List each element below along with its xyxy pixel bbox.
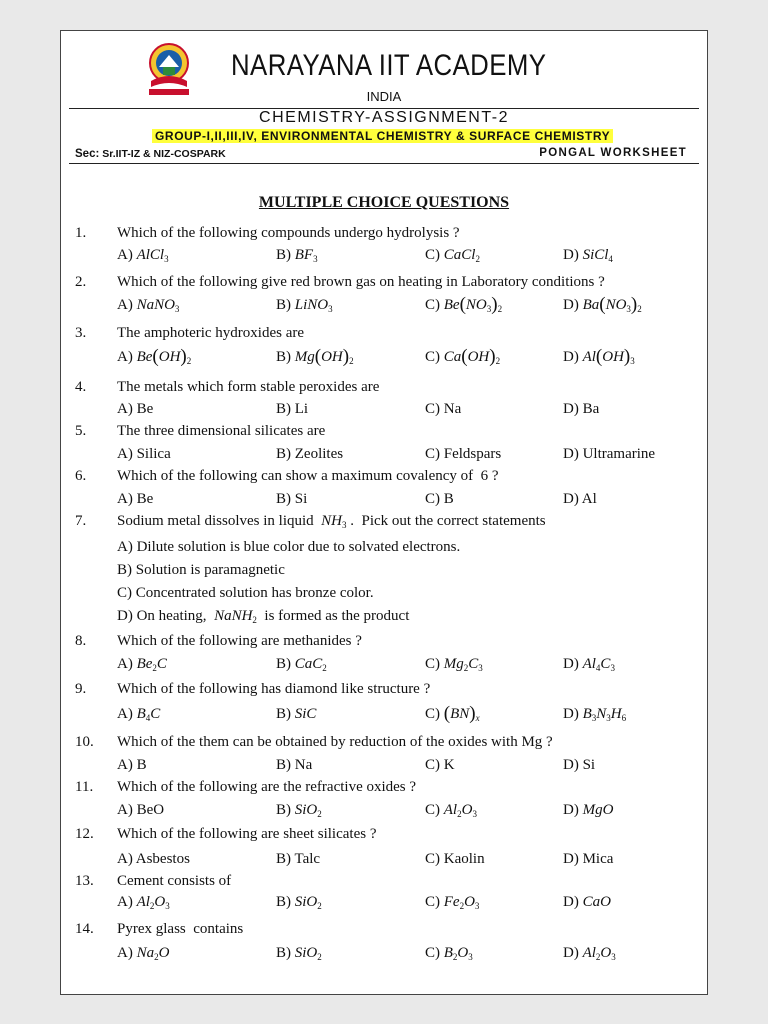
answer-option: A) Asbestos [117, 851, 190, 867]
answer-option: D) Ultramarine [563, 446, 656, 462]
answer-option: B) Talc [276, 851, 321, 867]
answer-option: B) SiO$_2$ [276, 802, 322, 819]
answer-option: C) $B_2O_3$ [425, 945, 473, 962]
question-text: Which of the following compounds undergo hydrolysis ? [117, 225, 460, 241]
sec-label: Sec: [75, 148, 100, 160]
question-text: The three dimensional silicates are [117, 423, 326, 439]
answer-option: B) $Mg(OH)_2$ [276, 346, 354, 367]
answer-option: D) Al [563, 491, 597, 507]
answer-option: C) CaCl$_2$ [425, 247, 480, 264]
statement-option: A) Dilute solution is blue color due to solvated electrons. [117, 539, 461, 555]
country-label: INDIA [366, 89, 402, 104]
answer-option: C) Feldspars [425, 446, 502, 462]
statement-option: B) Solution is paramagnetic [117, 562, 285, 578]
answer-option: B) SiO$_2$ [276, 945, 322, 962]
question-text: Which of the following are the refractive oxides ? [117, 779, 417, 795]
answer-option: A) BeO [117, 802, 165, 818]
answer-option: B) CaC$_2$ [276, 656, 327, 673]
answer-option: D) $Al_2O_3$ [563, 945, 616, 962]
answer-option: C) $Al_2O_3$ [425, 802, 477, 819]
question-number: 3. [75, 325, 87, 341]
answer-option: B) Li [276, 401, 309, 417]
question-number: 9. [75, 681, 87, 697]
question-number: 6. [75, 468, 87, 484]
answer-option: B) Na [276, 757, 313, 773]
answer-option: B) SiO$_2$ [276, 894, 322, 911]
question-text: Pyrex glass contains [117, 921, 244, 937]
statement-option: C) Concentrated solution has bronze color. [117, 585, 374, 601]
question-number: 4. [75, 379, 87, 395]
worksheet-page [60, 30, 708, 995]
answer-option: A) $Be(OH)_2$ [117, 346, 192, 367]
question-text: Which of the them can be obtained by reduction of the oxides with Mg ? [117, 734, 553, 750]
question-text: The amphoteric hydroxides are [117, 325, 305, 341]
question-number: 1. [75, 225, 87, 241]
answer-option: D) $Al_4C_3$ [563, 656, 615, 673]
answer-option: A) B [117, 757, 147, 773]
question-text: Cement consists of [117, 873, 232, 889]
answer-option: D) $B_3N_3H_6$ [563, 706, 627, 723]
section-title: MULTIPLE CHOICE QUESTIONS [258, 194, 510, 211]
question-number: 8. [75, 633, 87, 649]
answer-option: C) Na [425, 401, 462, 417]
question-number: 5. [75, 423, 87, 439]
question-text: Sodium metal dissolves in liquid $NH_3$ . Pick out the correct statements [117, 513, 546, 530]
answer-option: C) $Fe_2O_3$ [425, 894, 480, 911]
question-number: 10. [75, 734, 94, 750]
answer-option: B) LiNO$_3$ [276, 297, 333, 314]
worksheet-label: PONGAL WORKSHEET [539, 147, 687, 159]
answer-option: B) $BF_3$ [276, 247, 318, 264]
question-text: The metals which form stable peroxides are [117, 379, 380, 395]
question-text: Which of the following give red brown gas on heating in Laboratory conditions ? [117, 274, 605, 290]
answer-option: D) Ba [563, 401, 600, 417]
answer-option: A) $Be_2C$ [117, 656, 167, 673]
answer-option: C) $Ca(OH)_2$ [425, 346, 501, 367]
answer-option: D) MgO [563, 802, 614, 818]
answer-option: C) K [425, 757, 455, 773]
answer-option: C) $Mg_2C_3$ [425, 656, 483, 673]
question-text: Which of the following are sheet silicates ? [117, 826, 377, 842]
answer-option: B) Si [276, 491, 308, 507]
sec-value: Sr.IIT-IZ & NIZ-COSPARK [99, 148, 226, 160]
section-info [75, 148, 226, 160]
answer-option: A) $Na_2O$ [117, 945, 170, 962]
answer-option: D) $Ba(NO_3)_2$ [563, 294, 642, 315]
answer-option: A) Be [117, 491, 154, 507]
answer-option: A) Be [117, 401, 154, 417]
answer-option: D) $Al(OH)_3$ [563, 346, 635, 367]
question-number: 11. [75, 779, 94, 795]
question-number: 12. [75, 826, 94, 842]
question-text: Which of the following has diamond like structure ? [117, 681, 431, 697]
header-rule-bottom [69, 163, 699, 164]
answer-option: D) Si [563, 757, 596, 773]
answer-option: A) $Al_2O_3$ [117, 894, 170, 911]
group-highlight: GROUP-I,II,III,IV, ENVIRONMENTAL CHEMISTRY & SURFACE CHEMISTRY [152, 129, 613, 143]
answer-option: D) CaO [563, 894, 611, 910]
answer-option: D) SiCl$_4$ [563, 247, 613, 264]
answer-option: B) SiC [276, 706, 317, 722]
question-text: Which of the following are methanides ? [117, 633, 362, 649]
answer-option: B) Zeolites [276, 446, 344, 462]
answer-option: C) $Be(NO_3)_2$ [425, 294, 503, 315]
answer-option: A) $B_4C$ [117, 706, 161, 723]
answer-option: A) AlCl$_3$ [117, 247, 169, 264]
question-number: 14. [75, 921, 94, 937]
answer-option: C) B [425, 491, 454, 507]
question-text: Which of the following can show a maximum covalency of 6 ? [117, 468, 499, 484]
question-number: 13. [75, 873, 94, 889]
question-number: 7. [75, 513, 87, 529]
academy-name: NARAYANA IIT ACADEMY [231, 49, 547, 82]
answer-option: D) Mica [563, 851, 614, 867]
assignment-title: CHEMISTRY-ASSIGNMENT-2 [259, 109, 509, 126]
answer-option: C) $(BN)_x$ [425, 703, 480, 724]
question-number: 2. [75, 274, 87, 290]
statement-option: D) On heating, NaNH$_2$ is formed as the product [117, 608, 410, 625]
answer-option: A) Silica [117, 446, 171, 462]
answer-option: A) NaNO$_3$ [117, 297, 180, 314]
answer-option: C) Kaolin [425, 851, 485, 867]
